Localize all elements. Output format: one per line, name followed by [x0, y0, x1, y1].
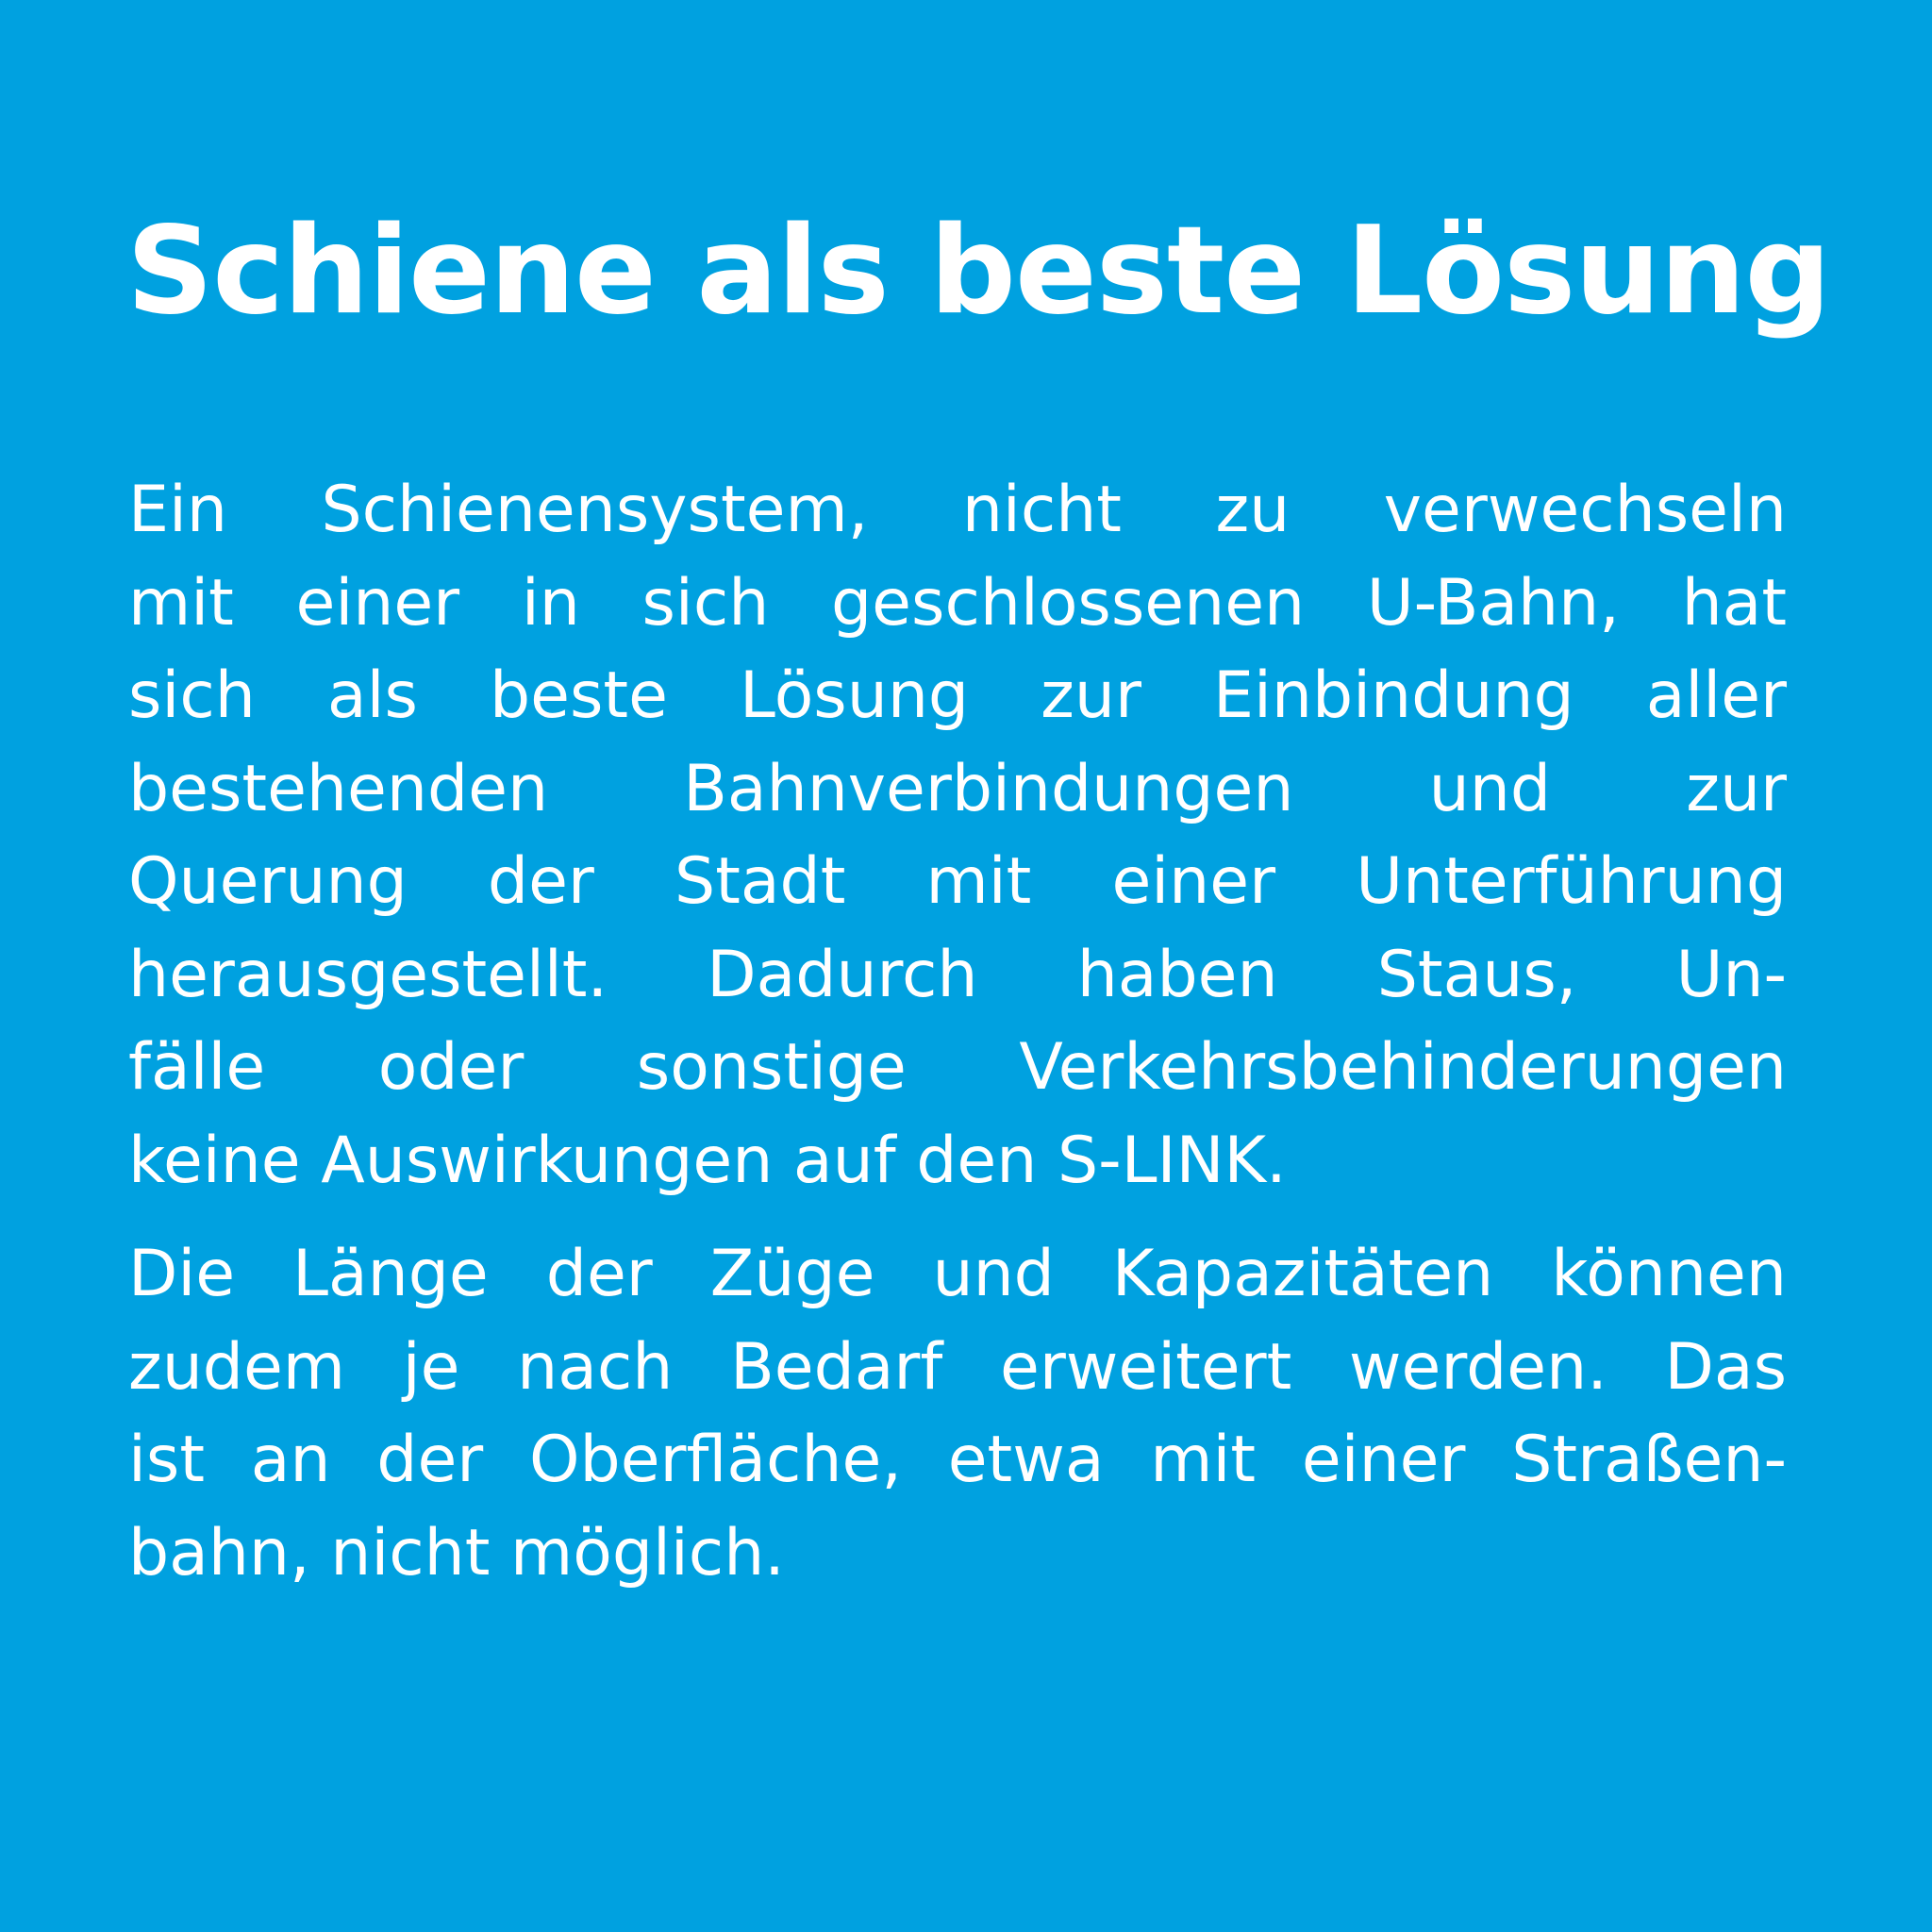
text-line: ist an der Oberfläche, etwa mit einer Straßen-	[128, 1423, 1787, 1497]
text-line: herausgestellt. Dadurch haben Staus, Un-	[128, 937, 1787, 1012]
text-line: Ein Schienensystem, nicht zu verwechseln	[128, 473, 1787, 547]
text-line: Querung der Stadt mit einer Unterführung	[128, 844, 1787, 919]
paragraph-1	[128, 464, 1787, 1208]
text-line: mit einer in sich geschlossenen U-Bahn, hat	[128, 565, 1787, 641]
paragraph-2	[128, 1228, 1787, 1600]
text-line: fälle oder sonstige Verkehrsbehinderungen	[128, 1030, 1787, 1105]
text-line: keine Auswirkungen auf den S-LINK.	[128, 1123, 1287, 1198]
body-text	[128, 464, 1787, 1621]
text-line: bahn, nicht möglich.	[128, 1515, 785, 1591]
text-line: sich als beste Lösung zur Einbindung aller	[128, 658, 1787, 733]
page-title: Schiene als beste Lösung	[126, 201, 1831, 341]
text-line: bestehenden Bahnverbindungen und zur	[128, 751, 1787, 826]
text-line: zudem je nach Bedarf erweitert werden. Das	[128, 1329, 1787, 1405]
text-line: Die Länge der Züge und Kapazitäten können	[128, 1237, 1787, 1311]
